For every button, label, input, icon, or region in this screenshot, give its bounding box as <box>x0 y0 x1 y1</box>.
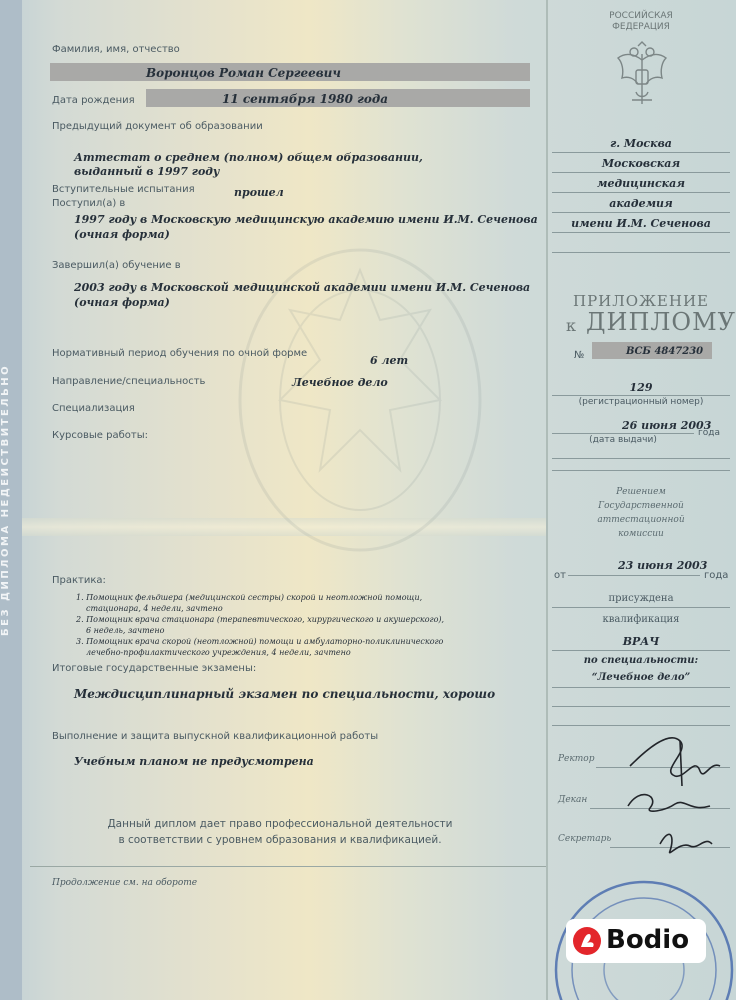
signatures-icon <box>620 726 730 866</box>
country-line2: ФЕДЕРАЦИЯ <box>612 22 670 32</box>
prev-doc-line1: Аттестат о среднем (полном) общем образовании, <box>74 151 423 164</box>
inst-line <box>552 212 730 213</box>
bodio-badge <box>566 919 706 963</box>
qualification-label: квалификация <box>602 614 680 625</box>
decision-line: аттестационной <box>597 515 685 525</box>
divider <box>30 866 546 867</box>
inst-line <box>552 172 730 173</box>
institution-line: Московская <box>601 157 681 170</box>
secretary-label: Секретарь <box>558 834 612 844</box>
reg-label: (регистрационный номер) <box>578 397 704 407</box>
qualification-value: ВРАЧ <box>622 635 660 648</box>
decision-date: 23 июня 2003 <box>618 559 708 572</box>
number-sign: № <box>574 350 585 361</box>
issue-line <box>552 433 694 434</box>
fio-value: Воронцов Роман Сергеевич <box>146 66 341 80</box>
finished-line2: (очная форма) <box>74 296 170 309</box>
specialty-value: “Лечебное дело” <box>591 672 691 683</box>
title-k: к <box>566 316 577 335</box>
from-word: от <box>554 570 566 581</box>
exams-value: Междисциплинарный экзамен по специальности, хорошо <box>74 687 496 701</box>
coursework-label: Курсовые работы: <box>52 430 148 441</box>
title-line2: ДИПЛОМУ <box>586 308 736 336</box>
decision-year-word: года <box>704 570 729 581</box>
sep-line <box>552 706 730 707</box>
finished-label: Завершил(а) обучение в <box>52 260 181 271</box>
specialization-label: Специализация <box>52 403 135 414</box>
admitted-line2: (очная форма) <box>74 228 170 241</box>
title-line1: ПРИЛОЖЕНИЕ <box>573 292 709 310</box>
period-label: Нормативный период обучения по очной форме <box>52 348 308 359</box>
practice-item: 6 недель, зачтено <box>86 626 165 635</box>
practice-item: 3. Помощник врача скорой (неотложной) помощи и амбулаторно-поликлинического <box>76 637 444 646</box>
practice-item: лечебно-профилактического учреждения, 4 недели, зачтено <box>86 648 351 657</box>
reg-line <box>552 395 730 396</box>
admitted-line1: 1997 году в Московскую медицинскую академию имени И.М. Сеченова <box>74 213 538 226</box>
inst-line <box>552 232 730 233</box>
thesis-label: Выполнение и защита выпускной квалификационной работы <box>52 731 379 742</box>
practice-item: 2. Помощник врача стационара (терапевтического, хирургического и акушерского), <box>76 615 445 624</box>
rights-line2: в соответствии с уровнем образования и квалификацией. <box>118 834 442 846</box>
sep-line <box>552 607 730 608</box>
entrance-label: Вступительные испытания <box>52 184 195 195</box>
direction-label: Направление/специальность <box>52 376 206 387</box>
vertical-fold <box>546 0 548 1000</box>
thesis-value: Учебным планом не предусмотрена <box>74 755 314 768</box>
sep-line <box>552 687 730 688</box>
side-strip-text: БЕЗ ДИПЛОМА НЕДЕЙСТВИТЕЛЬНО <box>0 363 11 637</box>
issue-year-word: года <box>698 428 720 438</box>
bodio-text: Bodio <box>606 925 690 955</box>
admitted-label: Поступил(а) в <box>52 198 126 209</box>
bodio-logo-icon <box>572 926 602 956</box>
awarded-text: присуждена <box>608 593 674 604</box>
issue-label: (дата выдачи) <box>589 435 657 445</box>
entrance-value: прошел <box>234 186 284 199</box>
issue-date: 26 июня 2003 <box>622 419 712 432</box>
rector-label: Ректор <box>558 754 595 764</box>
direction-value: Лечебное дело <box>292 376 388 389</box>
diploma-number: ВСБ 4847230 <box>626 346 704 357</box>
practice-item: 1. Помощник фельдшера (медицинской сестры) скорой и неотложной помощи, <box>76 593 423 602</box>
institution-line: г. Москва <box>610 137 672 150</box>
continued-note: Продолжение см. на обороте <box>52 878 198 888</box>
institution-line: медицинская <box>597 177 685 190</box>
decision-line: комиссии <box>618 529 664 539</box>
sep-line <box>552 650 730 651</box>
side-strip <box>0 0 22 1000</box>
sep-line <box>552 458 730 459</box>
fio-label: Фамилия, имя, отчество <box>52 44 180 55</box>
country-line1: РОССИЙСКАЯ <box>609 11 673 21</box>
period-value: 6 лет <box>370 354 409 367</box>
double-headed-eagle-icon <box>612 40 672 112</box>
inst-line <box>552 252 730 253</box>
prev-doc-line2: выданный в 1997 году <box>74 165 220 178</box>
institution-line: академия <box>609 197 673 210</box>
dean-label: Декан <box>558 795 588 805</box>
practice-label: Практика: <box>52 575 106 586</box>
finished-line1: 2003 году в Московской медицинской академии имени И.М. Сеченова <box>74 281 531 294</box>
reg-number: 129 <box>629 381 653 394</box>
dob-value: 11 сентября 1980 года <box>222 92 389 106</box>
dob-label: Дата рождения <box>52 95 135 106</box>
sep-line <box>552 470 730 471</box>
decision-line: Государственной <box>598 501 684 511</box>
decision-line: Решением <box>616 487 666 497</box>
decision-line-under <box>568 575 700 576</box>
rights-line1: Данный диплом дает право профессиональной деятельности <box>107 818 453 830</box>
prev-doc-label: Предыдущий документ об образовании <box>52 121 263 132</box>
specialty-label: по специальности: <box>583 655 699 666</box>
institution-line: имени И.М. Сеченова <box>571 217 711 230</box>
inst-line <box>552 192 730 193</box>
practice-item: стационара, 4 недели, зачтено <box>86 604 223 613</box>
exams-label: Итоговые государственные экзамены: <box>52 663 257 674</box>
inst-line <box>552 152 730 153</box>
